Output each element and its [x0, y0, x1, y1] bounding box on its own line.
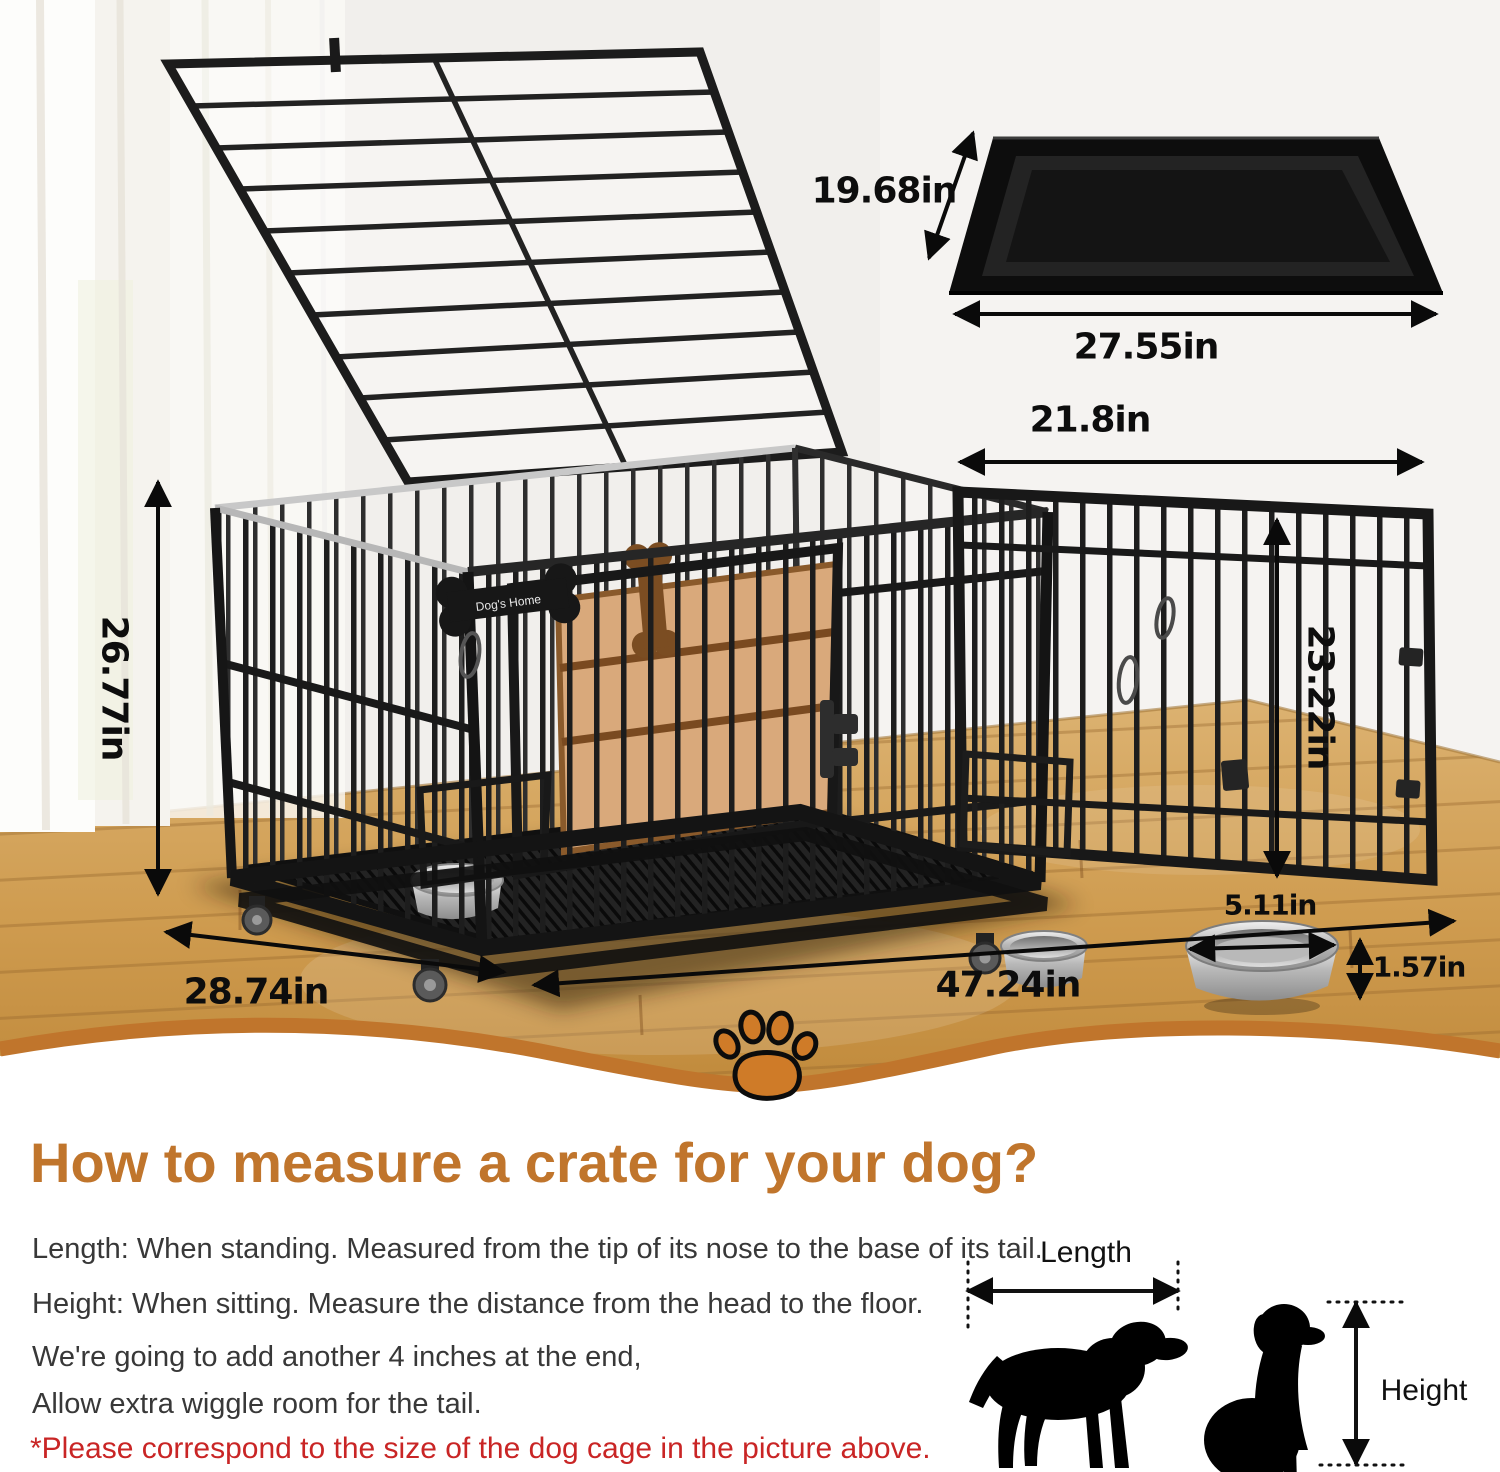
- crate-width-label: 47.24in: [935, 964, 1081, 1006]
- tray-depth-label: 19.68in: [811, 170, 957, 212]
- crate-tray: [949, 138, 1443, 293]
- logo-text: Dog's Home: [474, 592, 542, 614]
- guide-line-wiggle: Allow extra wiggle room for the tail.: [32, 1388, 482, 1420]
- length-label: Length: [1040, 1236, 1132, 1269]
- correspondence-note: *Please correspond to the size of the dog cage in the picture above.: [30, 1432, 931, 1465]
- bowl-height-label: 1.57in: [1372, 950, 1466, 984]
- door-width-label: 21.8in: [1029, 399, 1151, 441]
- guide-line-height: Height: When sitting. Measure the distance from the head to the floor.: [32, 1288, 924, 1320]
- door-height-label: 23.22in: [1299, 624, 1341, 770]
- crate-depth-label: 28.74in: [183, 971, 329, 1013]
- dog-crate: [190, 448, 1080, 1010]
- height-label: Height: [1380, 1374, 1468, 1407]
- tray-width-label: 27.55in: [1073, 326, 1219, 368]
- crate-height-label: 26.77in: [93, 615, 135, 761]
- bowl-diameter-label: 5.11in: [1223, 888, 1317, 922]
- section-heading: How to measure a crate for your dog?: [30, 1131, 1039, 1194]
- guide-line-length: Length: When standing. Measured from the tip of its nose to the base of its tail.: [32, 1233, 1043, 1265]
- guide-line-extra: We're going to add another 4 inches at the end,: [32, 1341, 642, 1373]
